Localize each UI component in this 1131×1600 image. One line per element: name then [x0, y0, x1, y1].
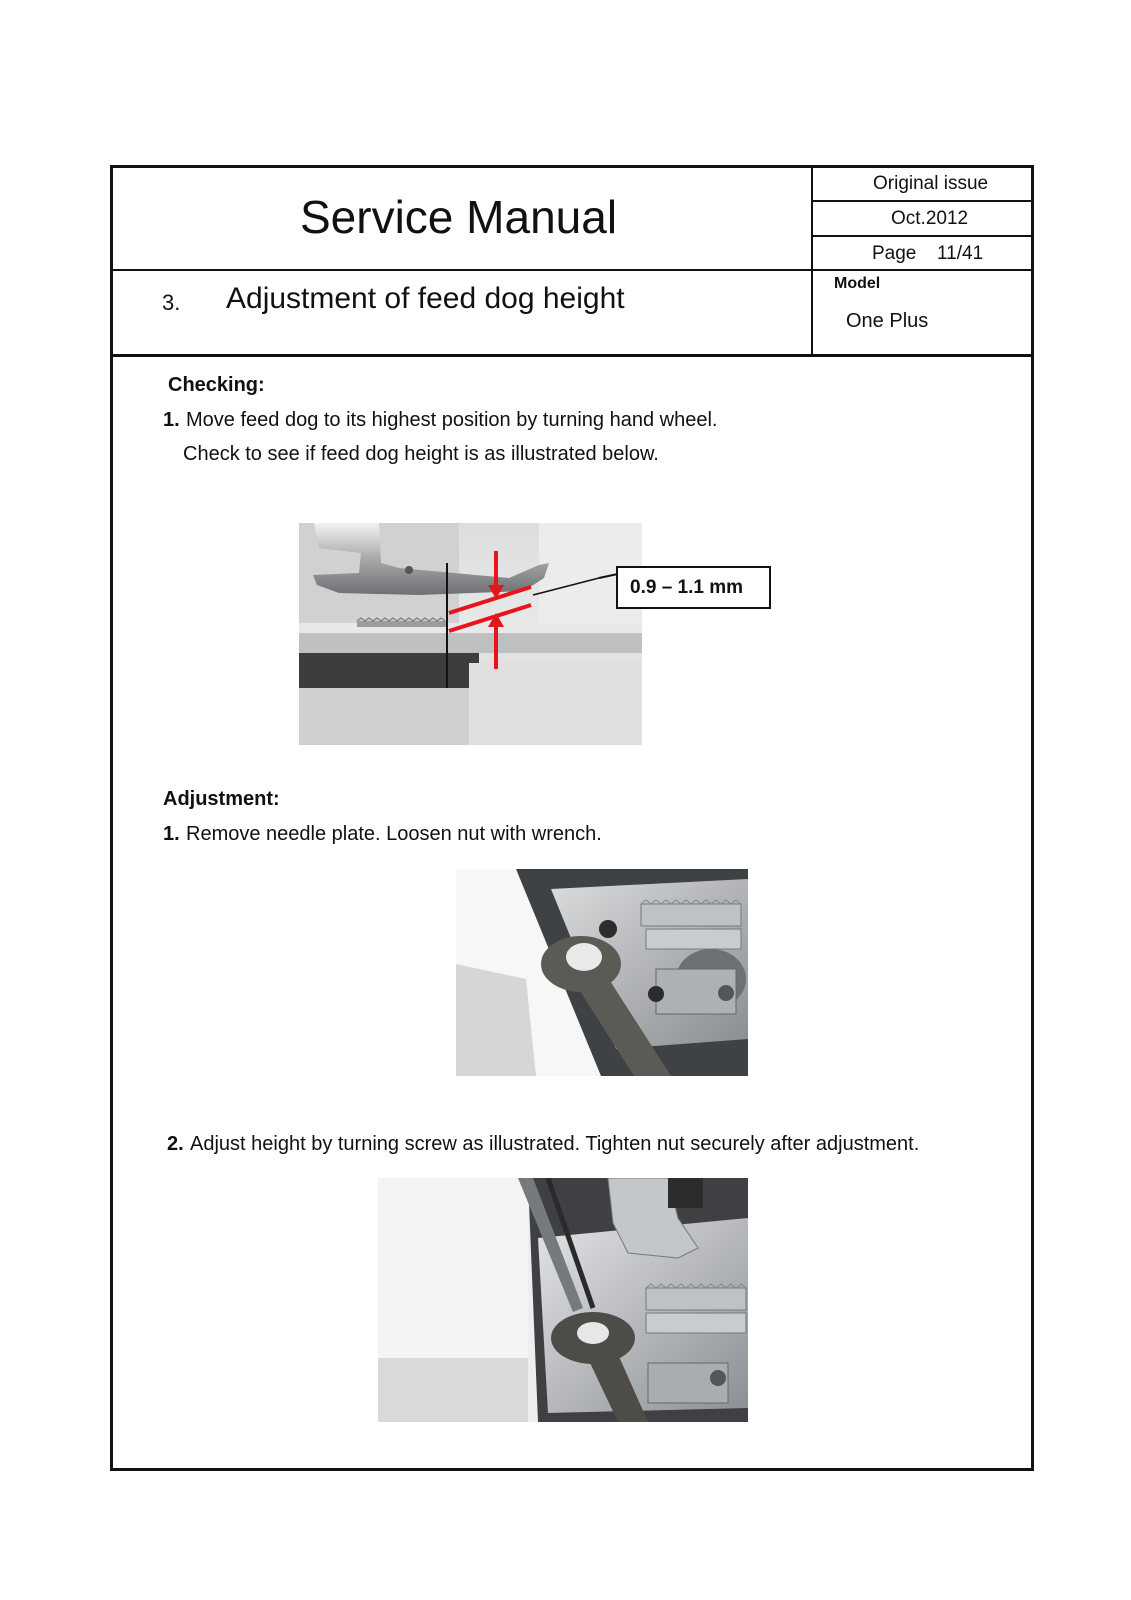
section-title: Adjustment of feed dog height [226, 282, 625, 315]
meta-divider-1 [811, 200, 1034, 202]
page-label: Page [872, 243, 917, 264]
checking-heading: Checking: [168, 374, 265, 396]
model-value: One Plus [846, 310, 929, 332]
checking-step1-number: 1. [163, 409, 180, 431]
checking-step1-line1: Move feed dog to its highest position by turning hand wheel. [186, 409, 718, 431]
header-divider-bottom [110, 354, 1034, 357]
header-divider-title [110, 269, 1034, 271]
meta-divider-2 [811, 235, 1034, 237]
manual-title: Service Manual [300, 191, 618, 243]
height-callout-text: 0.9 – 1.1 mm [630, 577, 744, 598]
feed-dog-height-photo [299, 523, 642, 745]
adjustment-step1-number: 1. [163, 823, 180, 845]
model-label: Model [834, 275, 881, 292]
adjustment-step2-number: 2. [167, 1133, 184, 1155]
loosen-nut-photo [456, 869, 748, 1076]
page-number: 11/41 [937, 243, 984, 264]
adjust-screw-photo [378, 1178, 748, 1422]
issue-date: Oct.2012 [891, 208, 969, 229]
header-divider-vertical [811, 165, 813, 356]
checking-step1-line2: Check to see if feed dog height is as illustrated below. [183, 443, 659, 465]
adjustment-heading: Adjustment: [163, 788, 280, 810]
original-issue-label: Original issue [873, 173, 989, 194]
section-number: 3. [162, 290, 181, 315]
adjustment-step2-text: Adjust height by turning screw as illustrated. Tighten nut securely after adjustment. [190, 1133, 920, 1155]
adjustment-step1-text: Remove needle plate. Loosen nut with wrench. [186, 823, 602, 845]
height-callout-box [616, 566, 771, 609]
